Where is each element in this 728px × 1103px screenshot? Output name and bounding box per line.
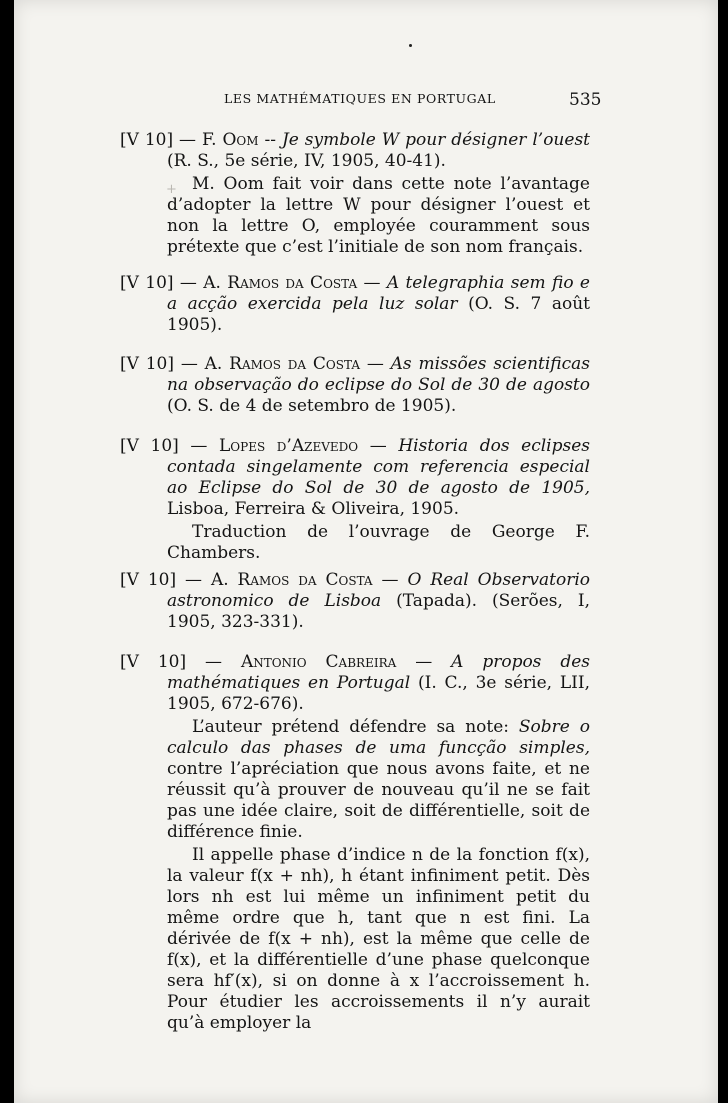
- bibliography-entry: [V 10] — A. Ramos da Costa — O Real Observatorio astronomico de Lisboa (Tapada). (Serões, I, 1905, 323-331).: [120, 570, 591, 632]
- entry-reference: (I. C., 3e série, LII, 1905, 672-676).: [167, 673, 590, 714]
- entry-reference: Lisboa, Ferreira & Oliveira, 1905.: [167, 499, 460, 519]
- bibliography-entry: [V 10] — A. Ramos da Costa — A telegraphia sem fio e a acção exercida pela luz solar (O. S. 7 août 1905).: [120, 273, 590, 335]
- entry-title: A propos des mathématiques en Portugal: [167, 652, 590, 693]
- entry-author: F. Oom: [202, 130, 259, 150]
- entry-author: A. Ramos da Costa: [204, 354, 360, 374]
- entry-note: Traduction de l’ouvrage de George F. Chambers.: [167, 522, 590, 563]
- running-title: LES MATHÉMATIQUES EN PORTUGAL: [224, 91, 496, 106]
- entry-title: O Real Observatorio astronomico de Lisboa: [167, 570, 591, 611]
- entry-author: A. Ramos da Costa: [210, 570, 373, 590]
- entry-tag: [V 10] —: [120, 130, 202, 150]
- entry-reference: (O. S. de 4 de setembro de 1905).: [167, 396, 457, 416]
- bibliography-entry: [V 10] — Lopes d’Azevedo — Historia dos eclipses contada singelamente com referencia especial ao Eclipse do Sol de 30 de agosto de 1905, Lisboa, Ferreira & Oliveira, 1905. Traduction de l’ouvrage de George F. Chambers.: [120, 436, 591, 563]
- ink-dot: [409, 44, 412, 47]
- entry-tag: [V 10] —: [120, 436, 220, 456]
- entry-paragraph: [120, 717, 590, 843]
- entry-tag: [V 10] —: [120, 273, 204, 293]
- page-number: 535: [569, 90, 602, 110]
- entry-title: A telegraphia sem fio e a acção exercida pela luz solar: [167, 273, 590, 314]
- bleed-mark: +: [166, 182, 177, 197]
- bibliography-entry: [V 10] — F. Oom -- Je symbole W pour désigner l’ouest (R. S., 5e série, IV, 1905, 40-41). M. Oom fait voir dans cette note l’avantage d’adopter la lettre W pour désigner l’ouest et non la lettre O, employée couramment sous prétexte que c’est l’initiale de son nom français.: [120, 130, 591, 257]
- bibliography-entry: [V 10] — A. Ramos da Costa — As missões scientificas na observação do eclipse do Sol de 30 de agosto (O. S. de 4 de setembro de 1905).: [120, 354, 591, 416]
- entry-note: M. Oom fait voir dans cette note l’avantage d’adopter la lettre W pour désigner l’ouest et non la lettre O, employée couramment sous prétexte que c’est l’initiale de son nom français.: [167, 174, 590, 257]
- cited-title: Sobre o calculo das phases de uma funcção simples,: [167, 717, 590, 758]
- paragraph-text: contre l’apréciation que nous avons faite, et ne réussit qu’à prouver de nouveau qu’il ne se fait pas une idée claire, soit de différentielle, soit de différence finie.: [167, 759, 590, 842]
- entry-paragraph: Il appelle phase d’indice n de la fonction f(x), la valeur f(x + nh), h étant infiniment petit. Dès lors nh est lui même un infiniment petit du même ordre que h, tant que n est fini. La dérivée de f(x + nh), est la même que celle de f(x), et la différentielle d’une phase quelconque sera hf′(x), si on donne à x l’accroissement h. Pour étudier les accroissements il n’y aurait qu’à employer la: [167, 845, 590, 1033]
- entry-title: Historia dos eclipses contada singelamente com referencia especial ao Eclipse do Sol de 30 de agosto de 1905,: [167, 436, 591, 498]
- entry-author: A. Ramos da Costa: [203, 273, 358, 293]
- entry-reference: (Tapada). (Serões, I, 1905, 323-331).: [167, 591, 590, 632]
- entry-reference: (R. S., 5e série, IV, 1905, 40-41).: [167, 151, 446, 171]
- entry-tag: [V 10] —: [120, 652, 241, 672]
- entry-title: Je symbole W pour désigner l’ouest: [281, 130, 591, 150]
- entry-author: Lopes d’Azevedo: [219, 436, 359, 456]
- document-page: [14, 0, 718, 1103]
- bibliography-entry: [V 10] — Antonio Cabreira — A propos des mathématiques en Portugal (I. C., 3e série, LII, 1905, 672-676). L’auteur prétend défendre sa note: Sobre o calculo das phases de uma funcção simples, contre l’apréciation que nous avons faite, et ne réussit qu’à prouver de nouveau qu’il ne se fait pas une idée claire, soit de différentielle, soit de différence finie. Il appelle phase d’indice n de la fonction f(x), la valeur f(x + nh), h étant infiniment petit. Dès lors nh est lui même un infiniment petit du même ordre que h, tant que n est fini. La dérivée de f(x + nh), est la même que celle de f(x), et la différentielle d’une phase quelconque sera hf′(x), si on donne à x l’accroissement h. Pour étudier les accroissements il n’y aurait qu’à employer la: [120, 652, 590, 1033]
- entry-tag: [V 10] —: [120, 354, 205, 374]
- entry-title: As missões scientificas na observação do eclipse do Sol de 30 de agosto: [167, 354, 591, 395]
- entry-author: Antonio Cabreira: [240, 652, 397, 672]
- paragraph-text: L’auteur prétend défendre sa note:: [192, 717, 519, 737]
- entry-reference: (O. S. 7 août 1905).: [167, 294, 590, 335]
- entry-tag: [V 10] —: [120, 570, 211, 590]
